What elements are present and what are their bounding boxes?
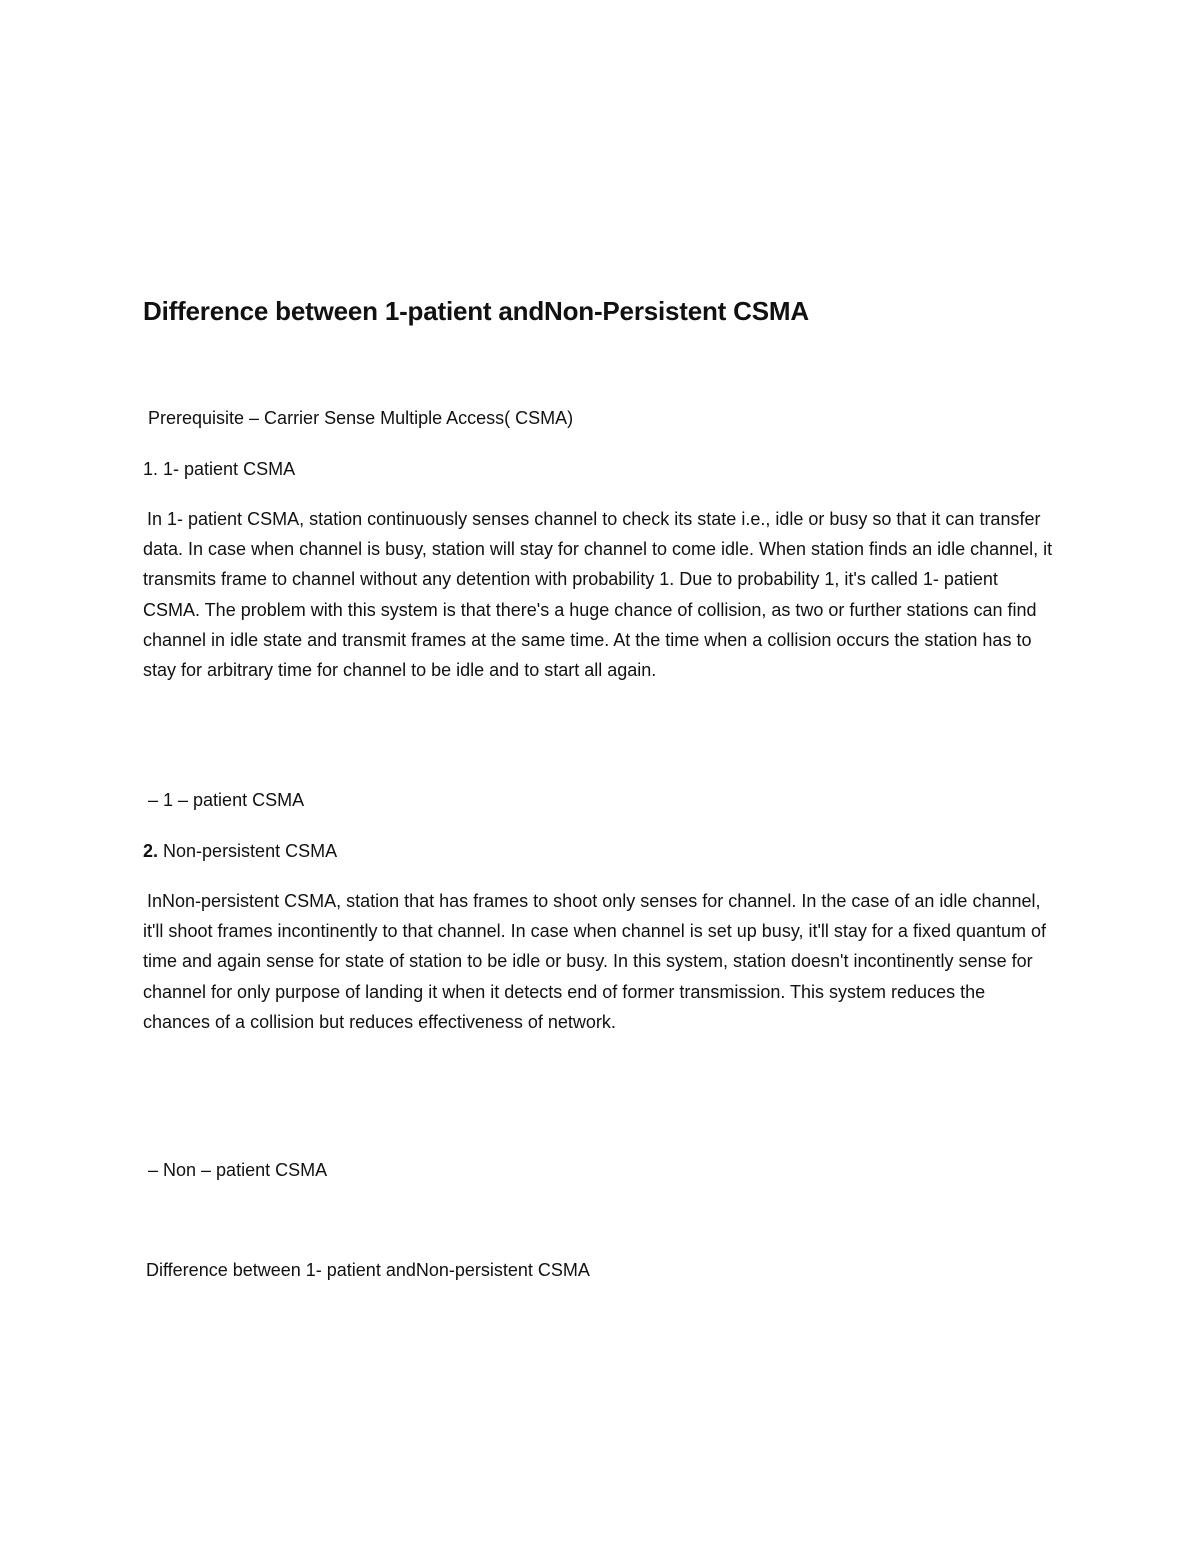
- section-2-heading-number: 2.: [143, 841, 159, 861]
- section-2-heading-text: Non-persistent CSMA: [163, 841, 338, 861]
- section-2-figure-caption: – Non – patient CSMA: [148, 1160, 328, 1180]
- section-2-body: InNon-persistent CSMA, station that has frames to shoot only senses for channel. In the case of an idle channel, it'll shoot frames incontinently to that channel. In case when channel is set up busy, it'll stay for a fixed quantum of time and again sense for state of station to be idle or busy. In this system, station doesn't incontinently sense for channel for only purpose of landing it when it detects end of former transmission. This system reduces the chances of a collision but reduces effectiveness of network.: [143, 891, 1047, 1032]
- page-title: Difference between 1-patient andNon-Persistent CSMA: [143, 296, 809, 326]
- section-1-body: In 1- patient CSMA, station continuously senses channel to check its state i.e., idle or busy so that it can transfer data. In case when channel is busy, station will stay for channel to come idle. When station finds an idle channel, it transmits frame to channel without any detention with probability 1. Due to probability 1, it's called 1- patient CSMA. The problem with this system is that there's a huge chance of collision, as two or further stations can find channel in idle state and transmit frames at the same time. At the time when a collision occurs the station has to stay for arbitrary time for channel to be idle and to start all again.: [143, 509, 1053, 681]
- section-1-heading: 1. 1- patient CSMA: [143, 459, 296, 479]
- section-1-figure-caption: – 1 – patient CSMA: [148, 790, 305, 810]
- prerequisite-line: Prerequisite – Carrier Sense Multiple Access( CSMA): [148, 408, 574, 428]
- section-2-heading: [143, 841, 337, 862]
- closing-line: Difference between 1- patient andNon-persistent CSMA: [146, 1260, 590, 1280]
